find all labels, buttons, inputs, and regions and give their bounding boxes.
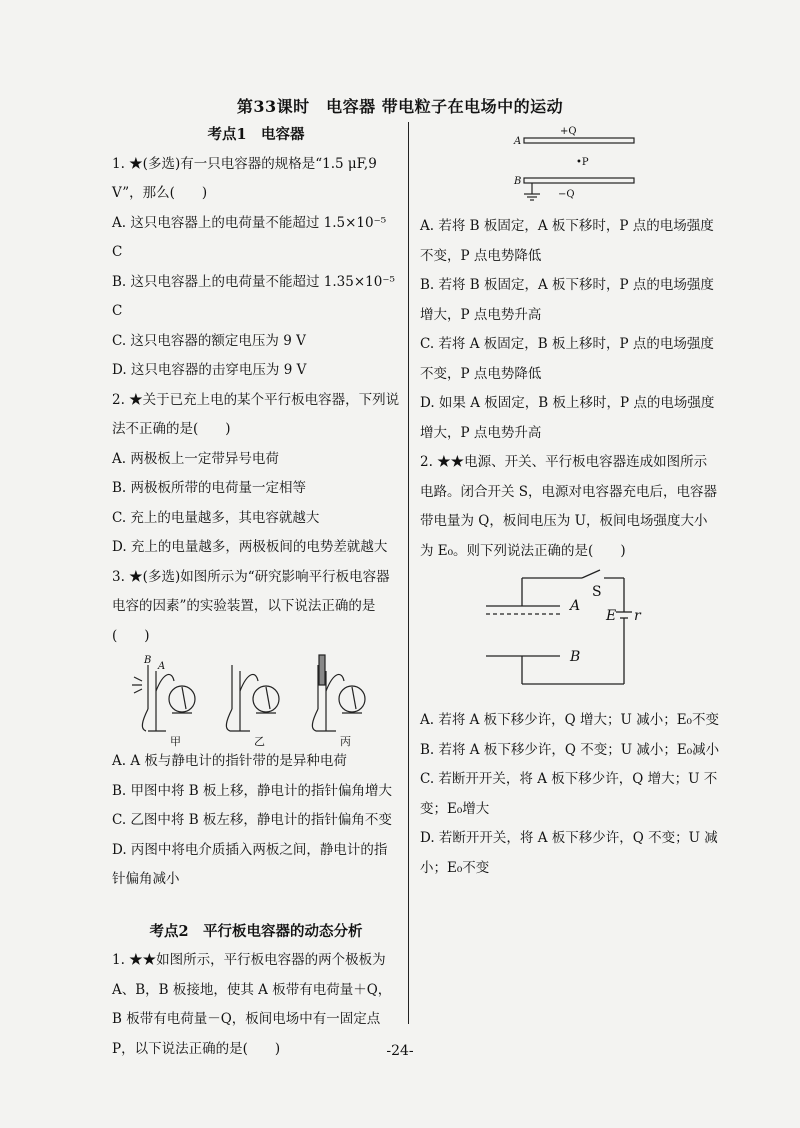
electroscope-figure [112,651,400,747]
s1-q3-option-c: C. 乙图中将 B 板左移，静电计的指针偏角不变 [112,812,392,828]
s1-q2-option-c: C. 充上的电量越多，其电容就越大 [112,509,320,526]
plate-label-plus-q: +Q [560,126,577,137]
s2-q2-option-a: A. 若将 A 板下移少许，Q 增大；U 减小；E₀不变 [420,712,719,728]
page-title: 第33课时 电容器 带电粒子在电场中的运动 [236,97,564,116]
plate-label-a: A [514,136,522,147]
s1-q2-option-b: B. 两极板所带的电荷量一定相等 [112,480,307,496]
emf-label-e: E [606,608,617,624]
s2-q1-option-d: D. 如果 A 板固定，B 板上移时，P 点的电场强度增大，P 点电势升高 [420,395,715,441]
s2-q1-option-c: C. 若将 A 板固定，B 板上移时，P 点的电场强度不变，P 点电势降低 [420,336,714,382]
fig1-label-a: A [158,661,166,672]
page-number: -24- [386,1043,414,1059]
point-p-label: •P [576,157,589,168]
s1-q3-option-a: A. A 板与静电计的指针带的是异种电荷 [112,753,347,769]
circuit-plate-b-label: B [570,649,581,665]
s1-q2-option-d: D. 充上的电量越多，两极板间的电势差就越大 [112,539,388,555]
switch-label-s: S [592,584,602,600]
s2-q2-option-d: D. 若断开开关，将 A 板下移少许，Q 不变；U 减小；E₀不变 [420,830,718,876]
s1-q2-option-a: A. 两极板上一定带异号电荷 [112,450,279,467]
circuit-figure [420,566,720,706]
circuit-plate-a-label: A [570,598,581,614]
s1-q3-option-b: B. 甲图中将 B 板上移，静电计的指针偏角增大 [112,782,393,799]
s2-q1-option-b: B. 若将 B 板固定，A 板下移时，P 点的电场强度增大，P 点电势升高 [420,277,714,323]
s1-q1-stem: 1. ★(多选)有一只电容器的规格是“1.5 μF,9 V”，那么( ) [112,155,377,201]
plate-label-minus-q: −Q [558,189,575,200]
section-heading-1: 考点1 电容器 [207,126,305,143]
s2-q1-option-a: A. 若将 B 板固定，A 板下移时，P 点的电场强度不变，P 点电势降低 [420,218,714,264]
s1-q3-stem: 3. ★(多选)如图所示为“研究影响平行板电容器电容的因素”的实验装置，以下说法正确的是( ) [112,568,390,644]
s2-q2-option-c: C. 若断开开关，将 A 板下移少许，Q 增大；U 不变；E₀增大 [420,771,718,817]
s1-q1-option-d: D. 这只电容器的击穿电压为 9 V [112,362,307,378]
s1-q1-option-c: C. 这只电容器的额定电压为 9 V [112,332,306,349]
s1-q3-option-d: D. 丙图中将电介质插入两板之间，静电计的指针偏角减小 [112,841,388,887]
section-heading-2: 考点2 平行板电容器的动态分析 [149,922,363,940]
s2-q2-stem: 2. ★★电源、开关、平行板电容器连成如图所示电路。闭合开关 S，电源对电容器充电后，电容器带电量为 Q，板间电压为 U，板间电场强度大小为 E₀。则下列说法正确的是( ) [420,454,718,559]
s1-q2-stem: 2. ★关于已充上电的某个平行板电容器，下列说法不正确的是( ) [112,391,400,437]
s1-q1-option-a: A. 这只电容器上的电荷量不能超过 1.5×10⁻⁵ C [112,214,387,260]
s1-q1-option-b: B. 这只电容器上的电荷量不能超过 1.35×10⁻⁵ C [112,273,395,319]
s2-q1-stem: 1. ★★如图所示，平行板电容器的两个极板为 A、B，B 板接地，使其 A 板带有电荷量＋Q，B 板带有电荷量－Q，板间电场中有一固定点 P，以下说法正确的是( ) [112,952,392,1057]
fig1-label-b: B [144,655,152,666]
resistance-label-r: r [634,608,641,624]
plate-label-b: B [514,176,522,187]
column-divider [408,122,409,1024]
fig-label-bing: 丙 [340,735,351,747]
fig-label-jia: 甲 [170,735,181,747]
right-column [420,120,720,883]
s2-q2-option-b: B. 若将 A 板下移少许，Q 不变；U 减小；E₀减小 [420,741,720,758]
left-column [112,120,400,1064]
parallel-plate-figure [420,120,720,212]
fig-label-yi: 乙 [254,735,265,747]
